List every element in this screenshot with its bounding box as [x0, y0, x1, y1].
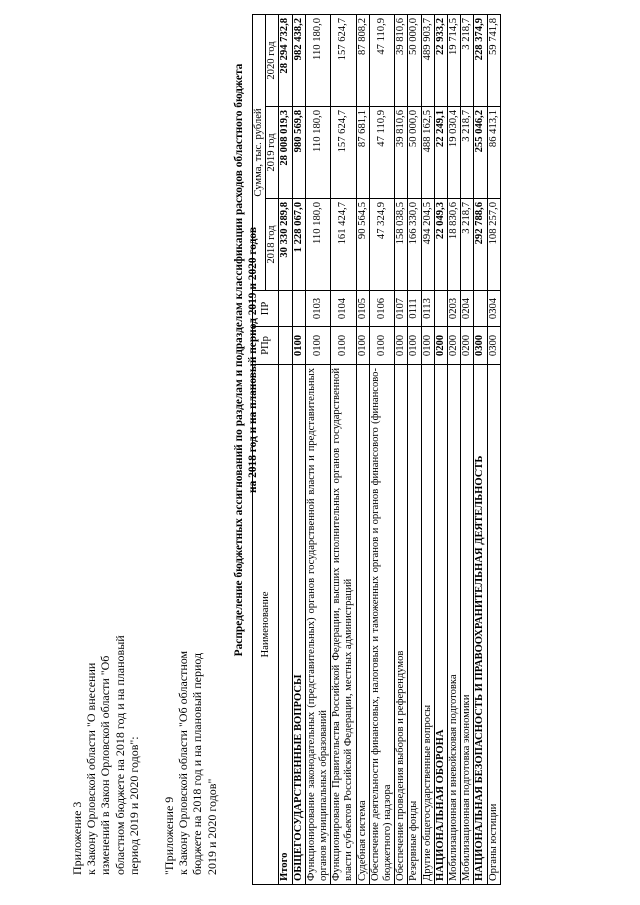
header-pr: ПР	[253, 291, 279, 327]
row-name-cell: Судебная система	[356, 365, 369, 885]
header-2020: 2020 год	[266, 14, 279, 106]
row-rpr-cell: 0100	[305, 327, 330, 365]
row-name-cell: Мобилизационная подготовка экономики	[461, 365, 474, 885]
row-rpr-cell: 0300	[487, 327, 500, 365]
table-row	[408, 14, 421, 884]
row-pr-cell: 0111	[408, 291, 421, 327]
row-2018-cell: 108 257,0	[487, 199, 500, 291]
table-row	[292, 14, 305, 884]
row-pr-cell: 0204	[461, 291, 474, 327]
budget-table	[252, 14, 501, 885]
row-pr-cell: 0104	[331, 291, 356, 327]
appendix-9-line: "Приложение 9	[162, 796, 176, 875]
row-2019-cell: 50 000,0	[408, 107, 421, 199]
row-2019-cell: 87 681,1	[356, 107, 369, 199]
appendix-9-line: к Закону Орловской области "Об областном	[176, 650, 191, 875]
row-rpr-cell	[279, 327, 292, 365]
row-pr-cell: 0113	[421, 291, 434, 327]
row-2019-cell: 86 413,1	[487, 107, 500, 199]
row-2020-cell: 19 714,5	[448, 14, 461, 106]
table-body	[279, 14, 500, 884]
row-pr-cell: 0203	[448, 291, 461, 327]
row-2019-cell: 157 624,7	[331, 107, 356, 199]
row-pr-cell	[434, 291, 447, 327]
row-rpr-cell: 0100	[408, 327, 421, 365]
table-row	[474, 14, 487, 884]
row-2020-cell: 157 624,7	[331, 14, 356, 106]
row-2020-cell: 87 808,2	[356, 14, 369, 106]
row-2018-cell: 161 424,7	[331, 199, 356, 291]
row-2018-cell: 22 049,3	[434, 199, 447, 291]
row-2018-cell: 292 788,6	[474, 199, 487, 291]
row-2020-cell: 39 810,6	[395, 14, 408, 106]
header-2018: 2018 год	[266, 199, 279, 291]
row-pr-cell: 0107	[395, 291, 408, 327]
row-rpr-cell: 0200	[448, 327, 461, 365]
row-2020-cell: 228 374,9	[474, 14, 487, 106]
row-name-cell: НАЦИОНАЛЬНАЯ ОБОРОНА	[434, 365, 447, 885]
document-title-line-2: на 2018 год и на плановый период 2019 и 2020 годов	[246, 227, 259, 493]
row-name-cell: Мобилизационная и вневойсковая подготовка	[448, 365, 461, 885]
appendix-3-line: областном бюджете на 2018 год и на плановый	[112, 635, 127, 875]
row-2018-cell: 110 180,0	[305, 199, 330, 291]
table-row	[305, 14, 330, 884]
row-2019-cell: 488 162,5	[421, 107, 434, 199]
row-2020-cell: 22 933,2	[434, 14, 447, 106]
appendix-3-header	[70, 610, 141, 875]
header-sum: Сумма, тыс. рублей	[253, 14, 266, 290]
row-pr-cell	[292, 291, 305, 327]
row-rpr-cell: 0300	[474, 327, 487, 365]
table-row	[487, 14, 500, 884]
row-2018-cell: 18 830,6	[448, 199, 461, 291]
row-pr-cell	[474, 291, 487, 327]
appendix-9-line: 2019 и 2020 годов"	[204, 778, 219, 875]
appendix-3-line: изменений в Закон Орловской области "Об	[98, 655, 113, 875]
row-2018-cell: 166 330,0	[408, 199, 421, 291]
document-title-line-1: Распределение бюджетных ассигнований по разделам и подразделам классификации расходов областного бюджета	[233, 63, 245, 657]
row-2020-cell: 982 438,2	[292, 14, 305, 106]
row-pr-cell: 0103	[305, 291, 330, 327]
header-rpr: РПр	[253, 327, 279, 365]
row-2020-cell: 110 180,0	[305, 14, 330, 106]
appendix-3-line: период 2019 и 2020 годов":	[126, 736, 141, 875]
table-header-row	[253, 14, 266, 884]
row-2019-cell: 47 110,9	[369, 107, 394, 199]
row-2018-cell: 47 324,9	[369, 199, 394, 291]
row-2018-cell: 1 228 067,0	[292, 199, 305, 291]
table-row	[395, 14, 408, 884]
row-2019-cell: 22 249,1	[434, 107, 447, 199]
row-2019-cell: 980 569,8	[292, 107, 305, 199]
row-name-cell: Резервные фонды	[408, 365, 421, 885]
row-name-cell: Органы юстиции	[487, 365, 500, 885]
row-name-cell: Обеспечение проведения выборов и референдумов	[395, 365, 408, 885]
row-pr-cell: 0105	[356, 291, 369, 327]
row-2019-cell: 28 008 019,3	[279, 107, 292, 199]
row-rpr-cell: 0100	[331, 327, 356, 365]
table-row	[434, 14, 447, 884]
table-row	[461, 14, 474, 884]
row-rpr-cell: 0100	[395, 327, 408, 365]
appendix-3-line: к Закону Орловской области "О внесении	[84, 662, 99, 875]
table-row	[331, 14, 356, 884]
header-2019: 2019 год	[266, 107, 279, 199]
row-name-cell: Функционирование законодательных (представительных) органов государственной власти и представительных органов муниципальных образований	[305, 365, 330, 885]
row-pr-cell	[279, 291, 292, 327]
appendix-9-header	[162, 610, 219, 875]
appendix-9-line: бюджете на 2018 год и на плановый период	[190, 652, 205, 875]
row-2019-cell: 255 046,2	[474, 107, 487, 199]
row-name-cell: Функционирование Правительства Российской Федерации, высших исполнительных органов государственной власти субъектов Российской Федерации, местных администраций	[331, 365, 356, 885]
row-pr-cell: 0304	[487, 291, 500, 327]
row-rpr-cell: 0100	[292, 327, 305, 365]
row-2018-cell: 90 564,5	[356, 199, 369, 291]
row-2020-cell: 28 294 732,8	[279, 14, 292, 106]
row-2020-cell: 489 903,7	[421, 14, 434, 106]
row-2018-cell: 494 204,5	[421, 199, 434, 291]
row-name-cell: ОБЩЕГОСУДАРСТВЕННЫЕ ВОПРОСЫ	[292, 365, 305, 885]
row-2019-cell: 19 030,4	[448, 107, 461, 199]
row-2020-cell: 50 000,0	[408, 14, 421, 106]
row-rpr-cell: 0100	[369, 327, 394, 365]
header-name: Наименование	[253, 365, 279, 885]
row-rpr-cell: 0200	[434, 327, 447, 365]
row-name-cell: НАЦИОНАЛЬНАЯ БЕЗОПАСНОСТЬ И ПРАВООХРАНИТЕЛЬНАЯ ДЕЯТЕЛЬНОСТЬ	[474, 365, 487, 885]
row-rpr-cell: 0100	[421, 327, 434, 365]
table-row	[369, 14, 394, 884]
table-row	[421, 14, 434, 884]
table-row	[279, 14, 292, 884]
row-name-cell: Итого	[279, 365, 292, 885]
row-2020-cell: 47 110,9	[369, 14, 394, 106]
appendix-3-line: Приложение 3	[70, 801, 84, 875]
row-2019-cell: 3 218,7	[461, 107, 474, 199]
row-2020-cell: 59 741,8	[487, 14, 500, 106]
row-rpr-cell: 0100	[356, 327, 369, 365]
row-pr-cell: 0106	[369, 291, 394, 327]
row-name-cell: Обеспечение деятельности финансовых, налоговых и таможенных органов и органов финансового (финансово-бюджетного) надзора	[369, 365, 394, 885]
table-row	[448, 14, 461, 884]
row-2018-cell: 30 330 289,8	[279, 199, 292, 291]
row-2018-cell: 3 218,7	[461, 199, 474, 291]
table-row	[356, 14, 369, 884]
row-name-cell: Другие общегосударственные вопросы	[421, 365, 434, 885]
row-2020-cell: 3 218,7	[461, 14, 474, 106]
row-2019-cell: 39 810,6	[395, 107, 408, 199]
row-2019-cell: 110 180,0	[305, 107, 330, 199]
row-2018-cell: 158 038,5	[395, 199, 408, 291]
row-rpr-cell: 0200	[461, 327, 474, 365]
